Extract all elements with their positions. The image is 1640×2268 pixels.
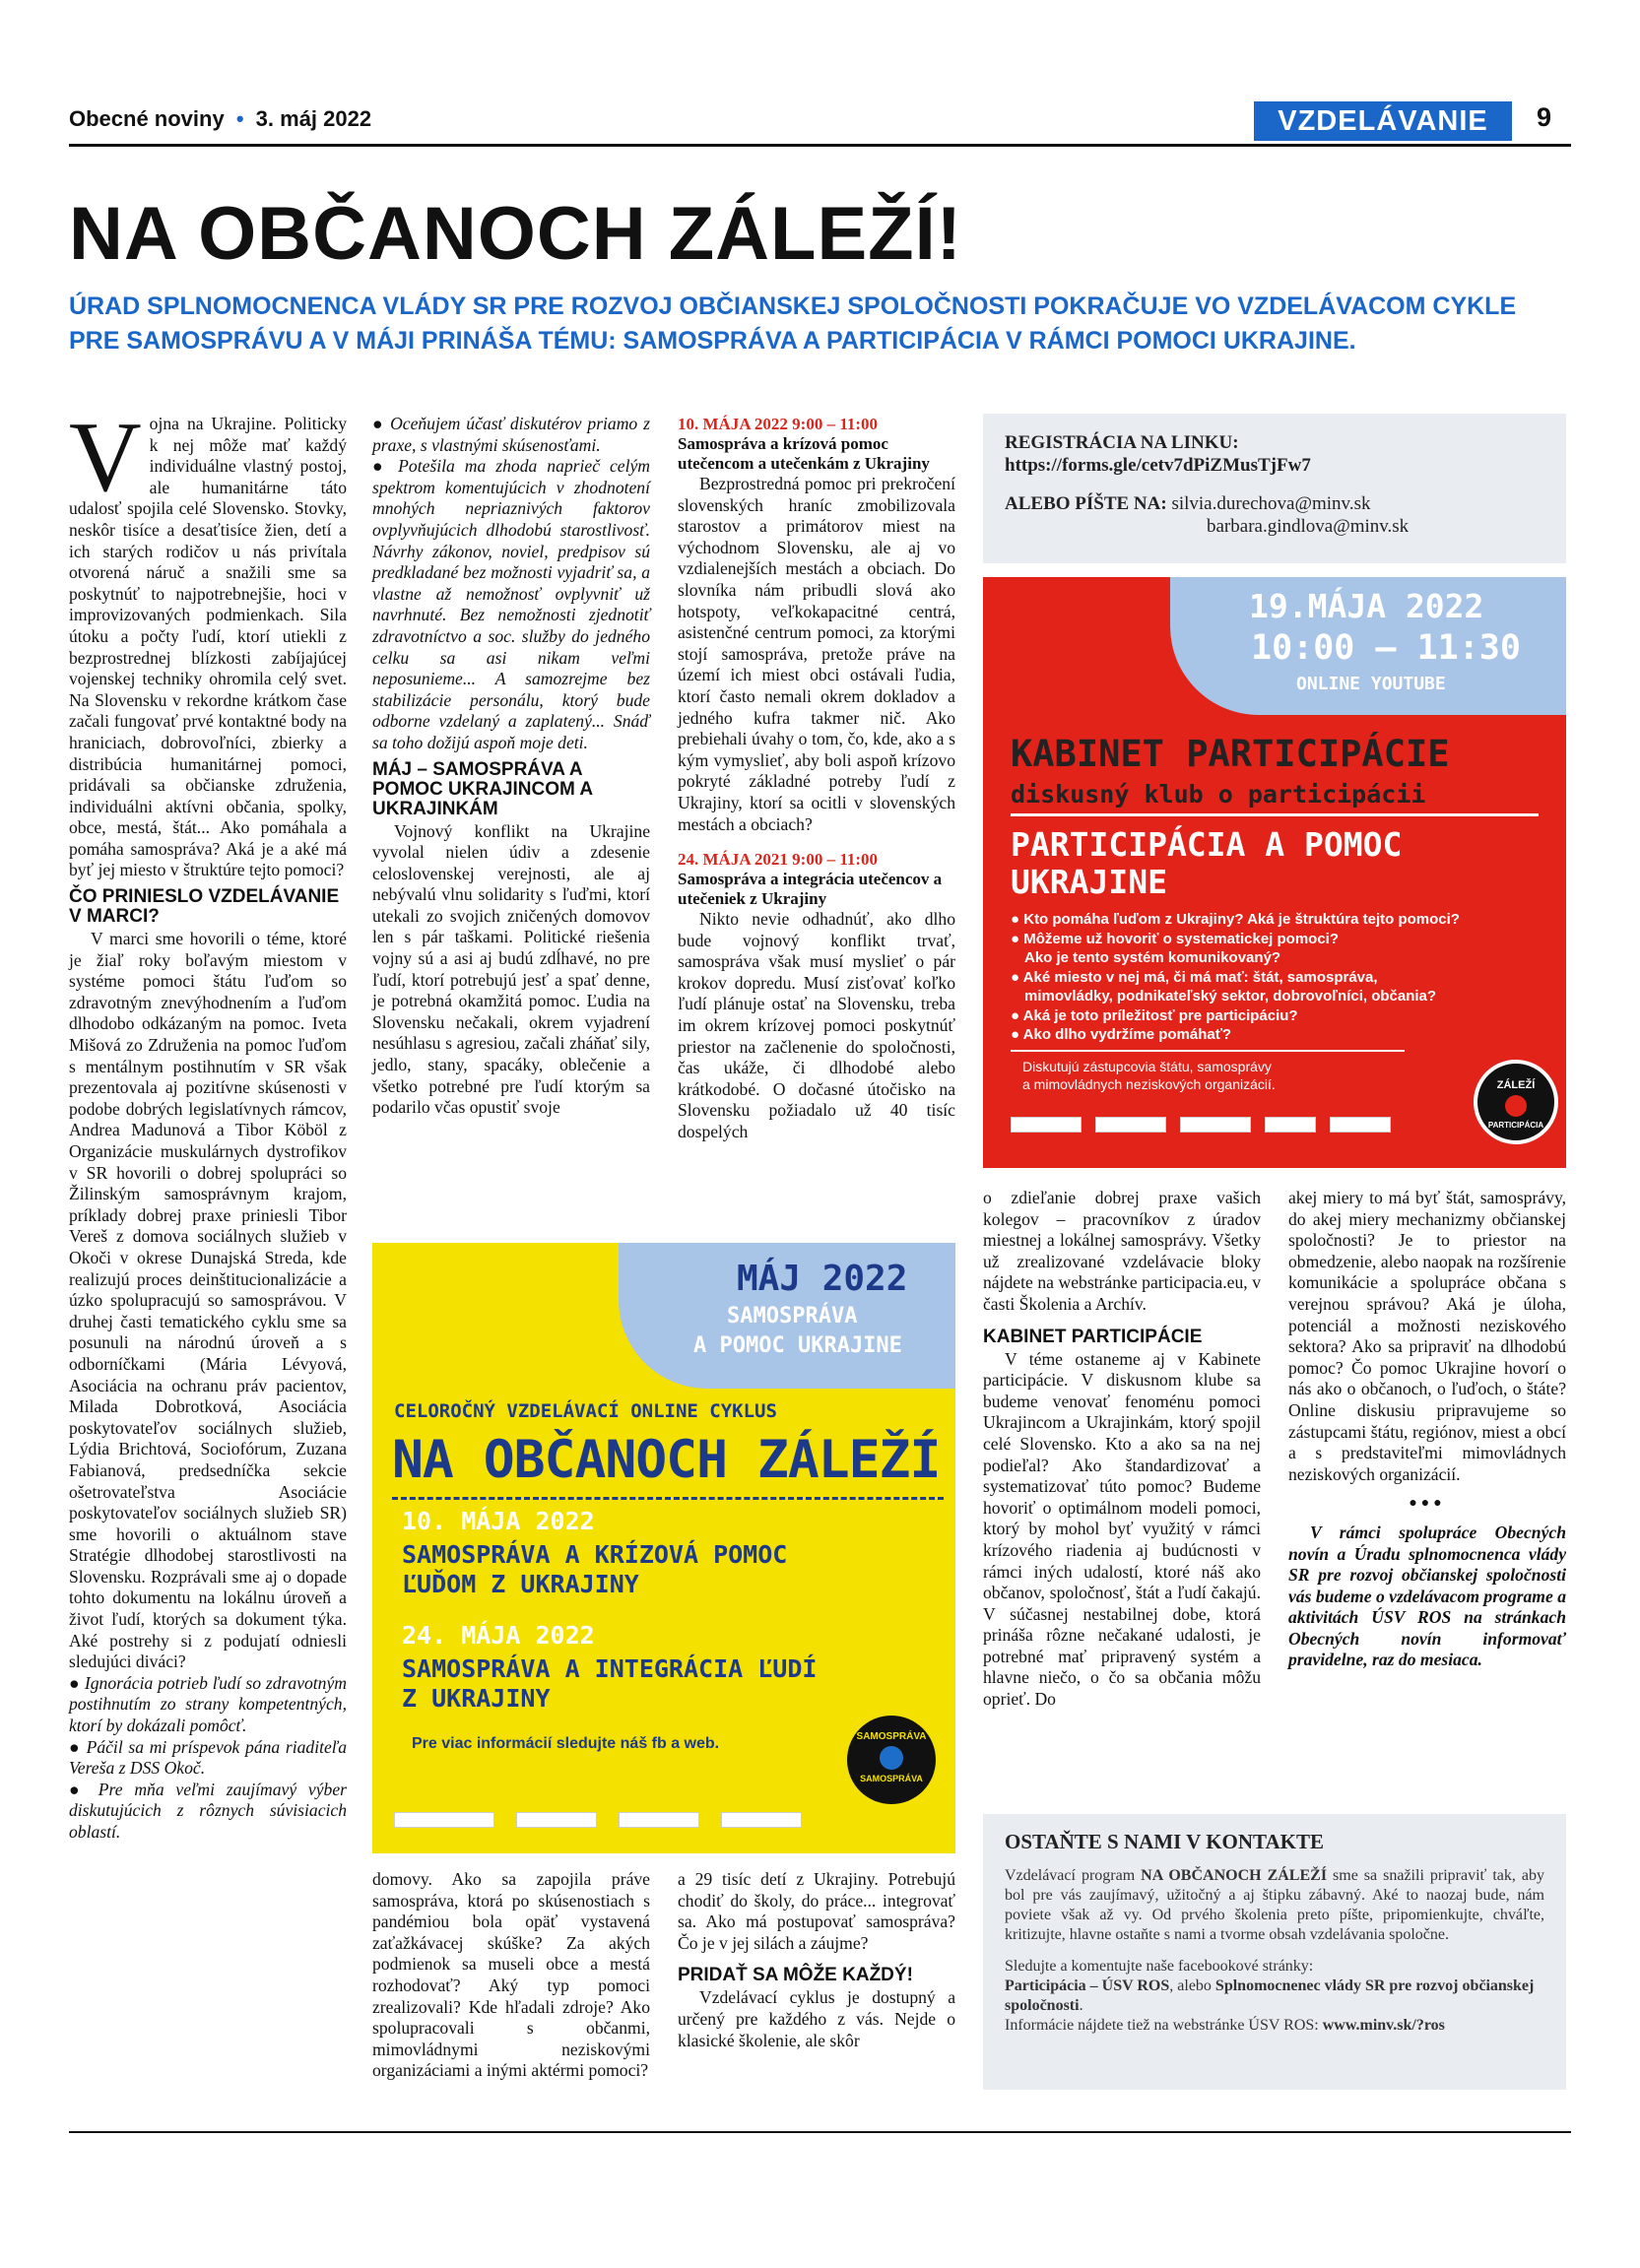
poster-date: 19.MÁJA 2022: [1249, 587, 1484, 625]
col2-paragraph-1: Vojnový konflikt na Ukrajine vyvolal nielen údiv a zdesenie celoslovenskej verejnosti, ale aj nebývalú vlnu solidarity s ľuďmi, ktorí utekali zo svojich zničených domovov len s pár taškami. Politické riešenia vojny sú a asi aj budú zdĺhavé, no pre ľudí, ktorí potrebujú jesť a spať denne, je potrebná okamžitá pomoc. Ľudia na Slovensku nečakali, okrem vyjadrení nesúhlasu s agresiou, začali zháňať sily, jedlo, stany, spacáky, oblečenie a všetko potrebné pre ľudí ktorým sa podarilo včas opustiť svoje: [372, 820, 650, 1118]
yellow-badge-text-2: SAMOSPRÁVA: [860, 1774, 923, 1783]
col3-paragraph-2-cont: a 29 tisíc detí z Ukrajiny. Potrebujú chodiť do školy, do práce... integrovať sa. Ako má postupovať samospráva? Čo je v jej silách a záujme?: [678, 1869, 955, 1953]
poster-badge-icon: [847, 1716, 936, 1804]
col4-paragraph-2: V téme ostaneme aj v Kabinete participácie. V diskusnom klube sa budeme venovať fenoménu pomoci Ukrajincom a Ukrajinkám, ktorý spojil celé Slovensko. Kto a ako sa na nej podieľal? Ako štandardizovať a systematizovať túto pomoc? Budeme hovoriť o optimálnom modeli pomoci, ktorý by mohol byť využitý v rámci krízového riadenia aj budúcnosti v rámci iných udalostí, ktoré náš ako občanov, spoločnosť, štát a ľudí čakajú. V súčasnej nestabilnej dobe, ktorá prináša rôzne nečakané udalosti, je potrebné mať pripravený systém a hlavne niečo, o čo sa občania môžu oprieť. Do: [983, 1348, 1261, 1710]
question-5: Ako dlho vydržíme pomáhať?: [1022, 1026, 1232, 1043]
column-3-continued: [678, 1869, 955, 2051]
event-title-2: Samospráva a integrácia utečencov a utečeniek z Ukrajiny: [678, 870, 943, 909]
email-2[interactable]: barbara.gindlova@minv.sk: [1207, 516, 1410, 537]
poster-dash-rule: [392, 1497, 944, 1500]
question-3: Aké miesto v nej má, či má mať: štát, samospráva,: [1022, 968, 1378, 986]
header-separator: •: [235, 106, 244, 131]
col1-subhead: ČO PRINIESLO VZDELÁVANIE V MARCI?: [69, 886, 340, 928]
quote-5: ● Potešila ma zhoda naprieč celým spektrom komentujúcich v zhodnotení mnohých nepriaznivých faktorov ovplyvňujúcich dlhodobú starostlivosť. Návrhy zákonov, noviel, predpisov sú predkladané bez možnosti vyjadriť sa, a vlastne až nemožnosť ovplyvniť už navrhnuté. Bez nemožnosti zjednotiť zdravotníctvo a soc. služby do jedného celku sa asi nikam veľmi neposunieme... A samozrejme bez stabilizácie personálu, ktorý bude odborne vzdelaný a zaplatený... Snáď sa toho dožijú aspoň moje deti.: [372, 456, 650, 753]
badge-text: ZÁLEŽÍ: [1496, 1079, 1536, 1091]
poster-date-1-title-2: ĽUĎOM Z UKRAJINY: [402, 1570, 639, 1598]
question-4: Aká je toto príležitosť pre participáciu?: [1022, 1006, 1298, 1024]
write-label: ALEBO PÍŠTE NA:: [1005, 493, 1167, 514]
question-2: Môžeme už hovoriť o systematickej pomoci?: [1023, 930, 1339, 947]
lead-paragraph: ÚRAD SPLNOMOCNENCA VLÁDY SR PRE ROZVOJ OBČIANSKEJ SPOLOČNOSTI POKRAČUJE VO VZDELÁVACOM CYKLE PRE SAMOSPRÁVU A V MÁJI PRINÁŠA TÉMU: SAMOSPRÁVA A PARTICIPÁCIA V RÁMCI POMOCI UKRAJINE.: [69, 292, 1517, 355]
question-3b: mimovládky, podnikateľský sektor, dobrovoľníci, občania?: [1024, 988, 1437, 1004]
quote-4: ● Oceňujem účasť diskutérov priamo z praxe, s vlastnými skúsenosťami.: [372, 414, 650, 456]
quote-1: ● Ignorácia potrieb ľudí so zdravotným postihnutím zo strany kompetentných, ktorí by dokázali pomôcť.: [69, 1673, 347, 1737]
contact-follow: Sledujte a komentujte naše facebookové stránky:: [1005, 1958, 1314, 1975]
col4-paragraph-1: o zdieľanie dobrej praxe vašich kolegov – pracovníkov z úradov miestnej a lokálnej samosprávy. Všetky už zrealizované vzdelávacie bloky nájdete na webstránke participacia.eu, v časti Školenia a Archív.: [983, 1188, 1261, 1314]
poster-questions: ● Kto pomáha ľuďom z Ukrajiny? Aká je štruktúra tejto pomoci? ● Môžeme už hovoriť o systematickej pomoci? Ako je tento systém komunikovaný? ● Aké miesto v nej má, či má mať: štát, samospráva, mimovládky, podnikateľský sektor, dobrovoľníci, občania? ● Aká je toto príležitosť pre participáciu? ● Ako dlho vydržíme pomáhať?: [1011, 911, 1460, 1043]
poster-month: MÁJ 2022: [737, 1259, 908, 1299]
question-2b: Ako je tento systém komunikovaný?: [1024, 949, 1281, 966]
contact-text-c: sme sa snažili pripraviť tak, aby bol pre vás zaujímavý, užitočný a aj štipku zábavný. Aké to naozaj bude, nám poviete však až vy. Od prvého školenia preto píšte, pripomienkujte, chváľte, kritizujte, hlavne ostaňte s nami a tvorme obsah vzdelávania spoločne.: [1005, 1867, 1544, 1943]
contact-web-label: Informácie nájdete tiež na webstránke ÚSV ROS:: [1005, 2017, 1323, 2034]
col2-subhead: MÁJ – SAMOSPRÁVA A POMOC UKRAJINCOM A UKRAJINKÁM: [372, 758, 593, 819]
registration-box: [983, 414, 1566, 563]
quote-3: ● Pre mňa veľmi zaujímavý výber diskutujúcich z rôznych súvisiacich oblastí.: [69, 1780, 347, 1844]
poster-rule: [1011, 813, 1539, 816]
contact-web-link[interactable]: www.minv.sk/?ros: [1322, 2017, 1445, 2034]
registration-label: REGISTRÁCIA NA LINKU:: [1005, 432, 1239, 453]
poster-theme-2: A POMOC UKRAJINE: [693, 1333, 902, 1358]
poster-footer-1: Diskutujú zástupcovia štátu, samosprávy: [1022, 1059, 1272, 1074]
question-1: Kto pomáha ľuďom z Ukrajiny? Aká je štruktúra tejto pomoci?: [1023, 911, 1460, 928]
poster-footer-rule: [1011, 1050, 1405, 1052]
page-number: 9: [1537, 102, 1552, 132]
column-1: [69, 402, 347, 1844]
header-rule: [69, 144, 1571, 147]
quote-2: ● Páčil sa mi príspevok pána riaditeľa Vereša z DSS Okoč.: [69, 1737, 347, 1780]
col3-paragraph-1: Bezprostredná pomoc pri prekročení slovenských hraníc zmobilizovala starostov a primátorov miest na východnom Slovensku, ale aj vo vzdialenejších mestách a obciach. Do slovníka nám pribudli slová ako hotspoty, veľkokapacitné centrá, asistenčné centrum pomoci, za ktorými stojí samospráva, pretože práve na území ich miest obci ostávali ľudia, ktorí často nemali okrem dokladov a jedného kufra takmer nič. Ako prebiehali úvahy o tom, čo, kde, ako a s kým vymyslieť, aby boli aspoň krízovo pokryté základné potreby ľudí z Ukrajiny, ktorí sa ocitli v slovenských mestách a obciach?: [678, 474, 955, 834]
cycle-poster: [372, 1243, 955, 1853]
poster-theme-1: SAMOSPRÁVA: [727, 1304, 858, 1328]
contact-heading: OSTAŇTE S NAMI V KONTAKTE: [1005, 1830, 1325, 1853]
poster-logos: [1011, 1117, 1391, 1137]
closing-note: V rámci spolupráce Obecných novín a Úradu splnomocnenca vlády SR pre rozvoj občianskej spoločnosti vás budeme o vzdelávacom programe a aktivitách ÚSV ROS na stránkach Obecných novín informovať pravidelne, raz do mesiaca.: [1288, 1522, 1566, 1670]
poster-date-1: 10. MÁJA 2022: [402, 1507, 595, 1535]
poster-topic-1: PARTICIPÁCIA A POMOC: [1011, 825, 1403, 864]
paper-name: Obecné noviny: [69, 106, 225, 131]
dots-separator: ●●●: [1409, 1496, 1446, 1512]
email-1[interactable]: silvia.durechova@minv.sk: [1171, 493, 1371, 514]
poster-time: 10:00 – 11:30: [1251, 628, 1521, 668]
col4-subhead: KABINET PARTICIPÁCIE: [983, 1326, 1203, 1347]
poster-more-info: Pre viac informácií sledujte náš fb a web.: [412, 1735, 720, 1752]
fb-page-1[interactable]: Participácia – ÚSV ROS: [1005, 1977, 1170, 1994]
column-2: [372, 414, 650, 1119]
col1-paragraph-1: ojna na Ukrajine. Politicky k nej môže mať každý individuálne vlastný postoj, ale humanitárne táto udalosť spojila celé Slovensko. Stovky, neskôr tisíce a desaťtisíce žien, detí a ich starých rodičov u nás privítala otvorená náruč a snažili sme sa poskytnúť to najpotrebnejšie, hoci v improvizovaných podmienkach. Sila útoku a počty ľudí, ktorí utiekli z bezprostrednej blízkosti zabíjajúcej vojenskej techniky ohromila celý svet. Na Slovensku v rekordne krátkom čase začali fungovať prvé kontaktné body na hraniciach, dobrovoľníci, zbierky a distribúcia humanitárnej pomoci, pridávali sa občianske združenia, individuálni aktívni občania, spolky, obce, mestá, štát... Ako pomáhala a pomáha samospráva? Aká je a aké má byť jej miesto v štruktúre tejto pomoci?: [69, 414, 347, 880]
registration-url[interactable]: https://forms.gle/cetv7dPiZMusTjFw7: [1005, 455, 1311, 476]
footer-rule: [69, 2131, 1571, 2133]
page-header: [69, 106, 371, 132]
contact-period: .: [1079, 1997, 1083, 2014]
issue-date: 3. máj 2022: [255, 106, 372, 131]
column-3: [678, 414, 955, 1143]
col3-paragraph-2: Nikto nevie odhadnúť, ako dlho bude vojnový konflikt trvať, samospráva však musí myslieť o pár krokov dopredu. Musí zisťovať koľko ľudí plánuje ostať na Slovensku, treba im okrem krízovej pomoci poskytnúť priestor na začlenenie do spoločnosti, čas ukáže, či dlhodobé alebo krátkodobé. O dočasné útočisko na Slovensku požiadalo už 40 tisíc dospelých: [678, 909, 955, 1142]
fb-page-2[interactable]: Splnomocnenec vlády SR pre rozvoj občianskej spoločnosti: [1005, 1977, 1535, 2014]
poster-subtitle: diskusný klub o participácii: [1011, 780, 1426, 809]
contact-program-name: NA OBČANOCH ZÁLEŽÍ: [1141, 1867, 1328, 1884]
column-4: [983, 1188, 1261, 1711]
column-2-continued: [372, 1869, 650, 2082]
contact-text-a: Vzdelávací program: [1005, 1867, 1142, 1884]
poster-badge-icon: [1474, 1060, 1558, 1144]
poster-date-2-title-2: Z UKRAJINY: [402, 1684, 551, 1713]
col2-paragraph-1-cont: domovy. Ako sa zapojila práve samospráva, ktorá po skúsenostiach s pandémiou bola opäť vystavená zaťažkávacej skúške? Za akých podmienok sa museli obce a mestá rozhodovať? Aký typ pomoci zrealizovali? Kde hľadali zdroje? Ako spolupracovali s občanmi, mimovládnymi neziskovými organizáciami a inými aktérmi pomoci?: [372, 1869, 650, 2081]
poster-footer: [1022, 1058, 1276, 1093]
col3-paragraph-3: Vzdelávací cyklus je dostupný a určený pre každého z vás. Nejde o klasické školenie, ale skôr: [678, 1987, 955, 2050]
poster-cycle: CELOROČNÝ VZDELÁVACÍ ONLINE CYKLUS: [394, 1400, 777, 1422]
poster-date-2: 24. MÁJA 2022: [402, 1621, 595, 1650]
col1-paragraph-2: V marci sme hovorili o téme, ktoré je žiaľ roky boľavým miestom v systéme pomoci štátu ľuďom so zdravotným znevýhodnením a ľuďom dlhodobo odkázaným na pomoc. Iveta Mišová zo Združenia na pomoc ľuďom s mentálnym postihnutím v SR však prezentovala aj pozitívne skúsenosti v podobe dobrých legislatívnych rámcov, Andrea Madunová a Tibor Köböl z Organizácie muskulárnych dystrofikov v SR hovorili o dobrej spolupráci so Žilinským samosprávnym krajom, príklady dobrej praxe priniesli Tibor Vereš z domova sociálnych služieb v Okoči v okrese Dunajská Streda, kde realizujú proces deinštitucionalizácie a úzko spolupracujú so samosprávou. V druhej časti tematického cyklu sme sa posunuli na národnú úroveň a s odborníčkami (Mária Lévyová, Asociácia na ochranu práv pacientov, Milada Dobrotková, Asociácia poskytovateľov sociálnych služieb, Lýdia Brichtová, Sociofórum, Zuzana Fabianová, predsedníčka sekcie ošetrovateľstva Asociácie poskytovateľov sociálnych služieb SR) sme hovorili o aktuálnom stave Stratégie dlhodobej starostlivosti na Slovensku. Rozprávali sme aj o dopade tohto dokumentu na lokálnu úroveň a život ľudí, ktorých sa dokument týka. Aké postrehy si z podujatí odniesli sledujúci diváci?: [69, 929, 347, 1672]
headline: NA OBČANOCH ZÁLEŽÍ!: [69, 192, 962, 276]
contact-or: , alebo: [1169, 1977, 1215, 1994]
col5-paragraph-1: akej miery to má byť štát, samosprávy, do akej miery mechanizmy občianskej spoločnosti? Je to priestor na obmedzenie, alebo naopak na rozšírenie komunikácie a spolupráce občana s verejnou správou? Aká je úloha, potenciál a možnosti neziskového sektora? Ako sa pripraviť na dlhodobú pomoc? Čo pomoc Ukrajine hovorí o nás ako o občanoch, o ľuďoch, o štáte? Online diskusiu pripravujeme so zástupcami štátu, regiónov, miest a obcí a s predstaviteľmi mimovládnych neziskových organizácií.: [1288, 1188, 1566, 1484]
kabinet-poster: [983, 577, 1566, 1168]
contact-box: [983, 1814, 1566, 2090]
poster-date-1-title-1: SAMOSPRÁVA A KRÍZOVÁ POMOC: [402, 1540, 788, 1569]
event-date-1: 10. MÁJA 2022 9:00 – 11:00: [678, 415, 879, 433]
poster-big-title: NA OBČANOCH ZÁLEŽÍ: [392, 1430, 941, 1490]
poster-channel: ONLINE YOUTUBE: [1296, 674, 1446, 694]
drop-cap: V: [69, 402, 142, 513]
badge-text-2: PARTICIPÁCIA: [1487, 1121, 1544, 1130]
poster-date-2-title-1: SAMOSPRÁVA A INTEGRÁCIA ĽUDÍ: [402, 1654, 818, 1683]
section-tag: VZDELÁVANIE: [1254, 101, 1512, 141]
col3-subhead: PRIDAŤ SA MÔŽE KAŽDÝ!: [678, 1965, 913, 1986]
poster-topic-2: UKRAJINE: [1011, 863, 1167, 901]
poster-logos: [394, 1812, 802, 1833]
event-title-1: Samospráva a krízová pomoc utečencom a utečenkám z Ukrajiny: [678, 434, 930, 473]
poster-title: KABINET PARTICIPÁCIE: [1011, 733, 1450, 775]
column-5: [1288, 1188, 1566, 1671]
poster-footer-2: a mimovládnych neziskových organizácií.: [1022, 1076, 1276, 1092]
yellow-badge-text-1: SAMOSPRÁVA: [856, 1731, 927, 1742]
event-date-2: 24. MÁJA 2021 9:00 – 11:00: [678, 850, 879, 870]
